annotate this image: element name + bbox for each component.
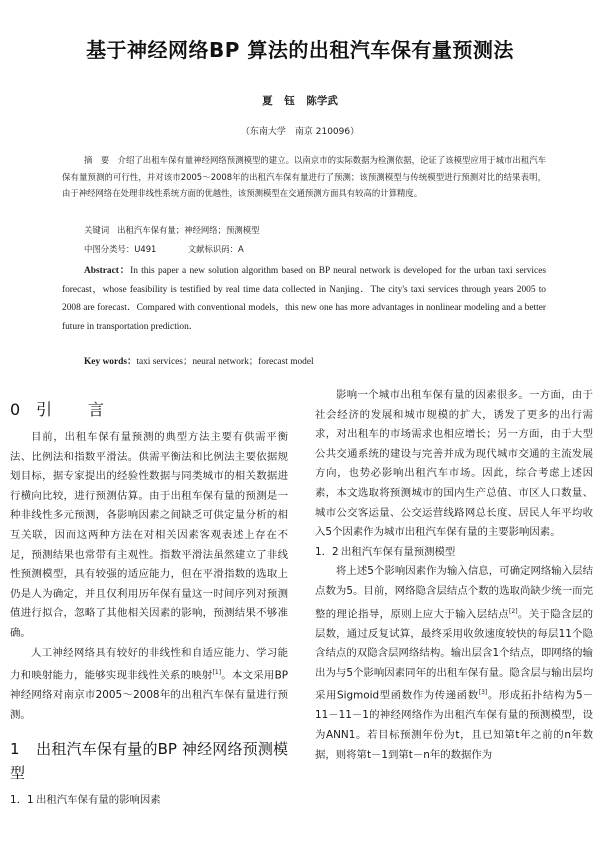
right-paragraph-1: 影响一个城市出租车保有量的因素很多。一方面，由于社会经济的发展和城市规模的扩大，诱发了更多的出行需求，对出租车的市场需求也相应增长；另一方面，由于大型公共交通系统的建设与完善并成为现代城市交通的主流发展方向，也势必影响出租汽车市场。因此，综合考虑上述因素，本文选取将预测城市的国内生产总值、市区人口数量、城市公交客运量、公交运营线路网总长度、居民人年平均收入5个因素作为城市出租汽车保有量的主要影响因素。: [315, 389, 593, 539]
keywords-cn: [84, 224, 260, 236]
right-paragraph-2-text-c: 。形成拓扑结构为5－11－11－1的神经网络作为出租汽车保有量的预测模型，设为ANN1。若目标预测年份为t，且已知第t年之前的n年数据，则将第t－1到第t－n年的数据作为: [315, 689, 593, 761]
subsection-number: 1．2: [315, 545, 339, 558]
section-number: 1: [10, 740, 20, 759]
right-column: [315, 386, 593, 765]
abstract-en: [62, 262, 546, 336]
section-number: 0: [10, 400, 21, 419]
doc-code-value: A: [237, 244, 244, 254]
intro-paragraph-2-text-b: 。本文采用BP 神经网络对南京市2005～2008年的出租汽车保有量进行预测。: [10, 669, 288, 721]
right-paragraph-2: [315, 562, 593, 765]
paper-title: 基于神经网络BP 算法的出租汽车保有量预测法: [86, 38, 514, 62]
keywords-cn-value: 出租汽车保有量；神经网络；预测模型: [117, 225, 260, 235]
citation-2: [2]: [509, 607, 518, 615]
intro-paragraph-2-text-a: 人工神经网络具有较好的非线性和自适应能力、学习能力和映射能力，能够实现非线性关系的映射: [10, 646, 288, 682]
authors: [0, 93, 600, 108]
classification-value: U491: [134, 244, 157, 254]
doc-code-label: 文献标识码：: [187, 244, 238, 254]
right-paragraph-2-text-b: 。关于隐含层的层数，通过反复试算，最终采用收敛速度较快的每层11个隐含结点的双隐含层网络结构。输出层含1个结点，即网络的输出为与5个影响因素同年的出租车保有量。隐含层与输出层均采用Sigmoid型函数作为传递函数: [315, 608, 594, 702]
citation-1: [1]: [212, 669, 222, 677]
keywords-cn-label: 关键词: [84, 225, 110, 235]
section-heading-intro: [10, 397, 114, 420]
author-2: 陈学武: [306, 95, 338, 107]
subsection-title: 出租汽车保有量的影响因素: [36, 794, 161, 807]
affiliation: （东南大学 南京 210096）: [240, 127, 360, 137]
classification-label: 中图分类号：: [84, 244, 135, 254]
citation-3: [3]: [478, 689, 488, 697]
keywords-en-label: Key words：: [84, 357, 137, 367]
subsection-title: 出租汽车保有量预测模型: [341, 545, 456, 558]
section-title: 出租汽车保有量的BP 神经网络预测模型: [10, 740, 288, 783]
subsection-heading-1-2: [315, 543, 593, 563]
intro-paragraph-1: 目前，出租车保有量预测的典型方法主要有供需平衡法、比例法和指数平滑法。供需平衡法和比例法主要依据规划目标，据专家提出的经验性数据与同类城市的相关数据进行横向比较，进行预测估算。由于出租车保有量的预测是一种非线性多元预测，各影响因素之间缺乏可供定量分析的相互关联，因而这两种方法在对相关因素客观表述上存在不足，预测结果也常带有主观性。指数平滑法虽然建立了非线性预测模型，具有较强的适应能力，但在平滑指数的选取上仍是人为确定，并且仅利用历年保有量这一时间序列对预测值进行拟合，忽略了其他相关因素的影响，预测结果不够准确。: [10, 431, 288, 639]
right-paragraph-2-text-a: 将上述5个影响因素作为输入信息，可确定网络输入层结点数为5。目前，网络隐含层结点个数的选取尚缺少统一而完整的理论指导，原则上应大于输入层结点: [315, 565, 593, 620]
author-1: 夏 钰: [262, 95, 295, 107]
subsection-heading-1-1: [10, 791, 288, 811]
section-title: 引 言: [36, 400, 115, 419]
classification-line: [84, 243, 244, 255]
subsection-number: 1．1: [10, 794, 34, 807]
section-heading-model: [10, 737, 288, 785]
abstract-en-label: Abstract：: [84, 266, 131, 276]
abstract-cn: 摘 要 介绍了出租车保有量神经网络预测模型的建立。以南京市的实际数据为检测依据，论证了该模型应用于城市出租汽车保有量预测的可行性，并对该市2005～2008年的出租汽车保有量进行了预测；该预测模型与传统模型进行预测对比的结果表明，由于神经网络在处理非线性系统方面的优越性，该预测模型在交通预测方面具有较高的计算精度。: [62, 155, 546, 198]
left-column: [10, 428, 288, 811]
keywords-en: [84, 353, 314, 367]
keywords-en-value: taxi services；neural network；forecast model: [136, 357, 314, 367]
abstract-en-text: In this paper a new solution algorithm based on BP neural network is developed for the urban taxi services forecast，whose feasibility is testified by real time data collected in Nanjing．The city's taxi services through years 2005 to 2008 are forecast．Compared with conventional models，this new one has more advantages in nonlinear modeling and a better future in transportation prediction．: [62, 266, 546, 332]
intro-paragraph-2: [10, 644, 288, 726]
